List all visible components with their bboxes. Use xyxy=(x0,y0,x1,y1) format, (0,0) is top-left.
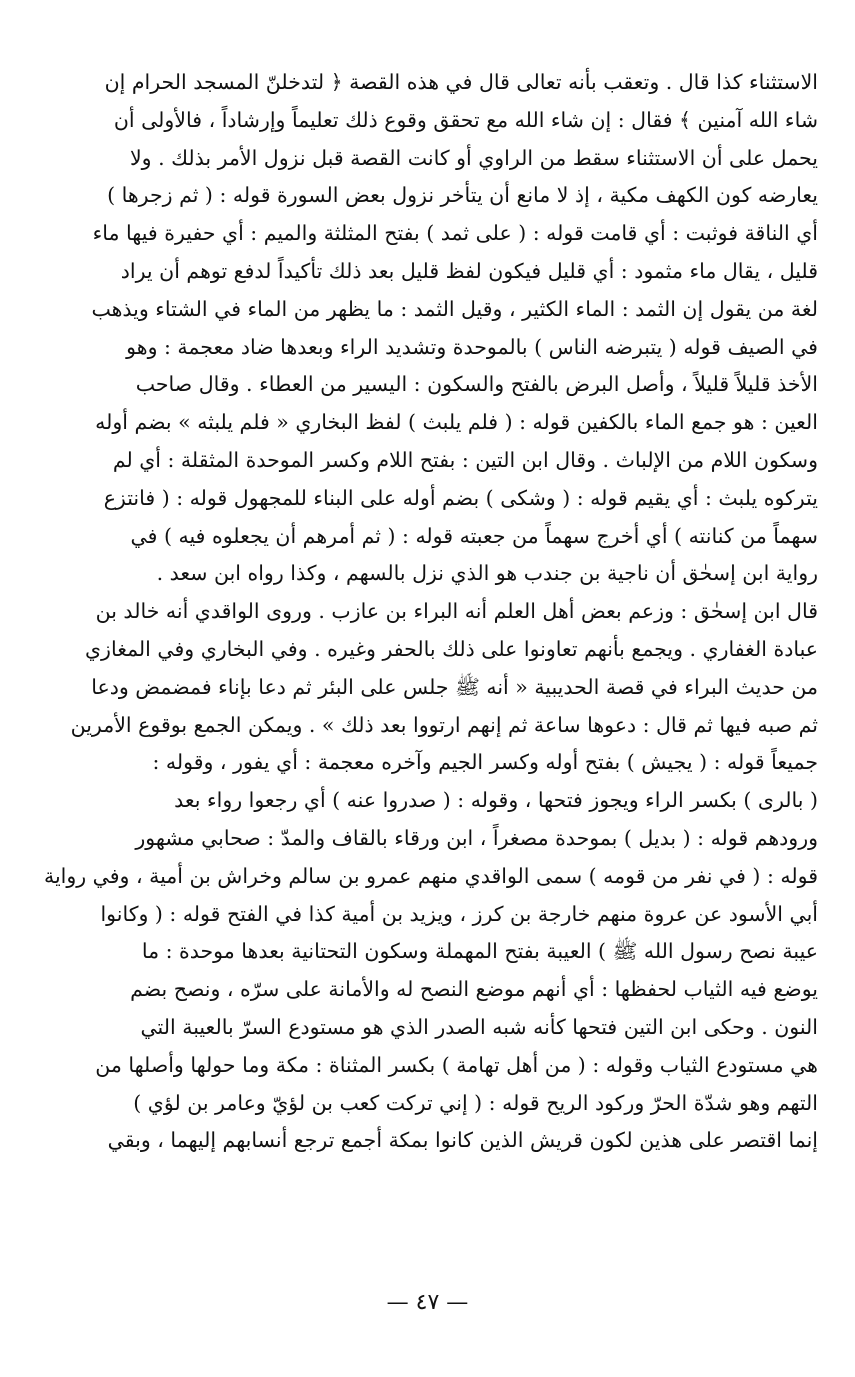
text-line: ورودهم قوله : ( بديل ) بموحدة مصغراً ، ابن ورقاء بالقاف والمدّ : صحابي مشهور xyxy=(135,825,818,850)
text-line: الأخذ قليلاً قليلاً ، وأصل البرض بالفتح والسكون : اليسير من العطاء . وقال صاحب xyxy=(135,372,818,397)
text-line: قال ابن إسحٰق : وزعم بعض أهل العلم أنه البراء بن عازب . وروى الواقدي أنه خالد بن xyxy=(95,599,818,624)
text-line: جميعاً قوله : ( يجيش ) بفتح أوله وكسر الجيم وآخره معجمة : أي يفور ، وقوله : xyxy=(152,750,818,775)
text-line: أبي الأسود عن عروة منهم خارجة بن كرز ، ويزيد بن أمية كذا في الفتح قوله : ( وكانوا xyxy=(100,901,818,926)
text-line: قليل ، يقال ماء مثمود : أي قليل فيكون لفظ قليل بعد ذلك تأكيداً لدفع توهم أن يراد xyxy=(120,258,818,283)
text-line: عبادة الغفاري . ويجمع بأنهم تعاونوا على ذلك بالحفر وغيره . وفي البخاري وفي المغازي xyxy=(85,636,818,661)
text-line: يتركوه يلبث : أي يقيم قوله : ( وشكى ) بضم أوله على البناء للمجهول قوله : ( فانتزع xyxy=(103,485,818,510)
text-line: الاستثناء كذا قال . وتعقب بأنه تعالى قال في هذه القصة ﴿ لتدخلنّ المسجد الحرام إن xyxy=(104,70,818,94)
text-line: رواية ابن إسحٰق أن ناجية بن جندب هو الذي نزل بالسهم ، وكذا رواه ابن سعد . xyxy=(156,561,818,586)
text-line: من حديث البراء في قصة الحديبية « أنه ﷺ جلس على البئر ثم دعا بإناء فمضمض ودعا xyxy=(91,674,818,699)
text-line: قوله : ( في نفر من قومه ) سمى الواقدي منهم عمرو بن سالم وخراش بن أمية ، وفي رواية xyxy=(43,863,818,888)
text-line: عيبة نصح رسول الله ﷺ ) العيبة بفتح المهملة وسكون التحتانية بعدها موحدة : ما xyxy=(141,939,818,964)
text-line: ( بالرى ) بكسر الراء ويجوز فتحها ، وقوله : ( صدروا عنه ) أي رجعوا رواء بعد xyxy=(174,788,818,813)
text-line: النون . وحكى ابن التين فتحها كأنه شبه الصدر الذي هو مستودع السرّ بالعيبة التي xyxy=(140,1014,818,1039)
text-line: هي مستودع الثياب وقوله : ( من أهل تهامة ) بكسر المثناة : مكة وما حولها وأصلها من xyxy=(95,1052,818,1077)
text-line: العين : هو جمع الماء بالكفين قوله : ( فلم يلبث ) لفظ البخاري « فلم يلبثه » بضم أوله xyxy=(95,410,818,435)
text-line: التهم وهو شدّة الحرّ وركود الريح قوله : ( إني تركت كعب بن لؤيّ وعامر بن لؤي ) xyxy=(133,1090,818,1115)
text-line: في الصيف قوله ( يتبرضه الناس ) بالموحدة وتشديد الراء وبعدها ضاد معجمة : وهو xyxy=(126,334,818,359)
text-line: سهماً من كنانته ) أي أخرج سهماً من جعبته قوله : ( ثم أمرهم أن يجعلوه فيه ) في xyxy=(130,523,818,548)
text-line: لغة من يقول إن الثمد : الماء الكثير ، وقيل الثمد : ما يظهر من الماء في الشتاء ويذهب xyxy=(91,296,818,321)
body-text xyxy=(40,64,818,1160)
text-line: يوضع فيه الثياب لحفظها : أي أنهم موضع النصح له والأمانة على سرّه ، ونصح بضم xyxy=(130,977,818,1002)
text-line: يعارضه كون الكهف مكية ، إذ لا مانع أن يتأخر نزول بعض السورة قوله : ( ثم زجرها ) xyxy=(107,183,818,208)
text-line: يحمل على أن الاستثناء سقط من الراوي أو كانت القصة قبل نزول الأمر بذلك . ولا xyxy=(129,145,818,170)
text-line: أي الناقة فوثبت : أي قامت قوله : ( على ثمد ) بفتح المثلثة والميم : أي حفيرة فيها ماء xyxy=(92,221,818,246)
text-line: شاء الله آمنين ﴾ فقال : إن شاء الله مع تحقق وقوع ذلك تعليماً وإرشاداً ، فالأولى أن xyxy=(113,107,818,132)
text-line: وسكون اللام من الإلباث . وقال ابن التين : بفتح اللام وكسر الموحدة المثقلة : أي لم xyxy=(112,447,818,472)
text-line: إنما اقتصر على هذين لكون قريش الذين كانوا بمكة أجمع ترجع أنسابهم إليهما ، وبقي xyxy=(107,1128,818,1153)
page-number: — ٤٧ — xyxy=(386,1290,469,1315)
text-line: ثم صبه فيها ثم قال : دعوها ساعة ثم إنهم ارتووا بعد ذلك » . ويمكن الجمع بوقوع الأمرين xyxy=(70,712,818,737)
